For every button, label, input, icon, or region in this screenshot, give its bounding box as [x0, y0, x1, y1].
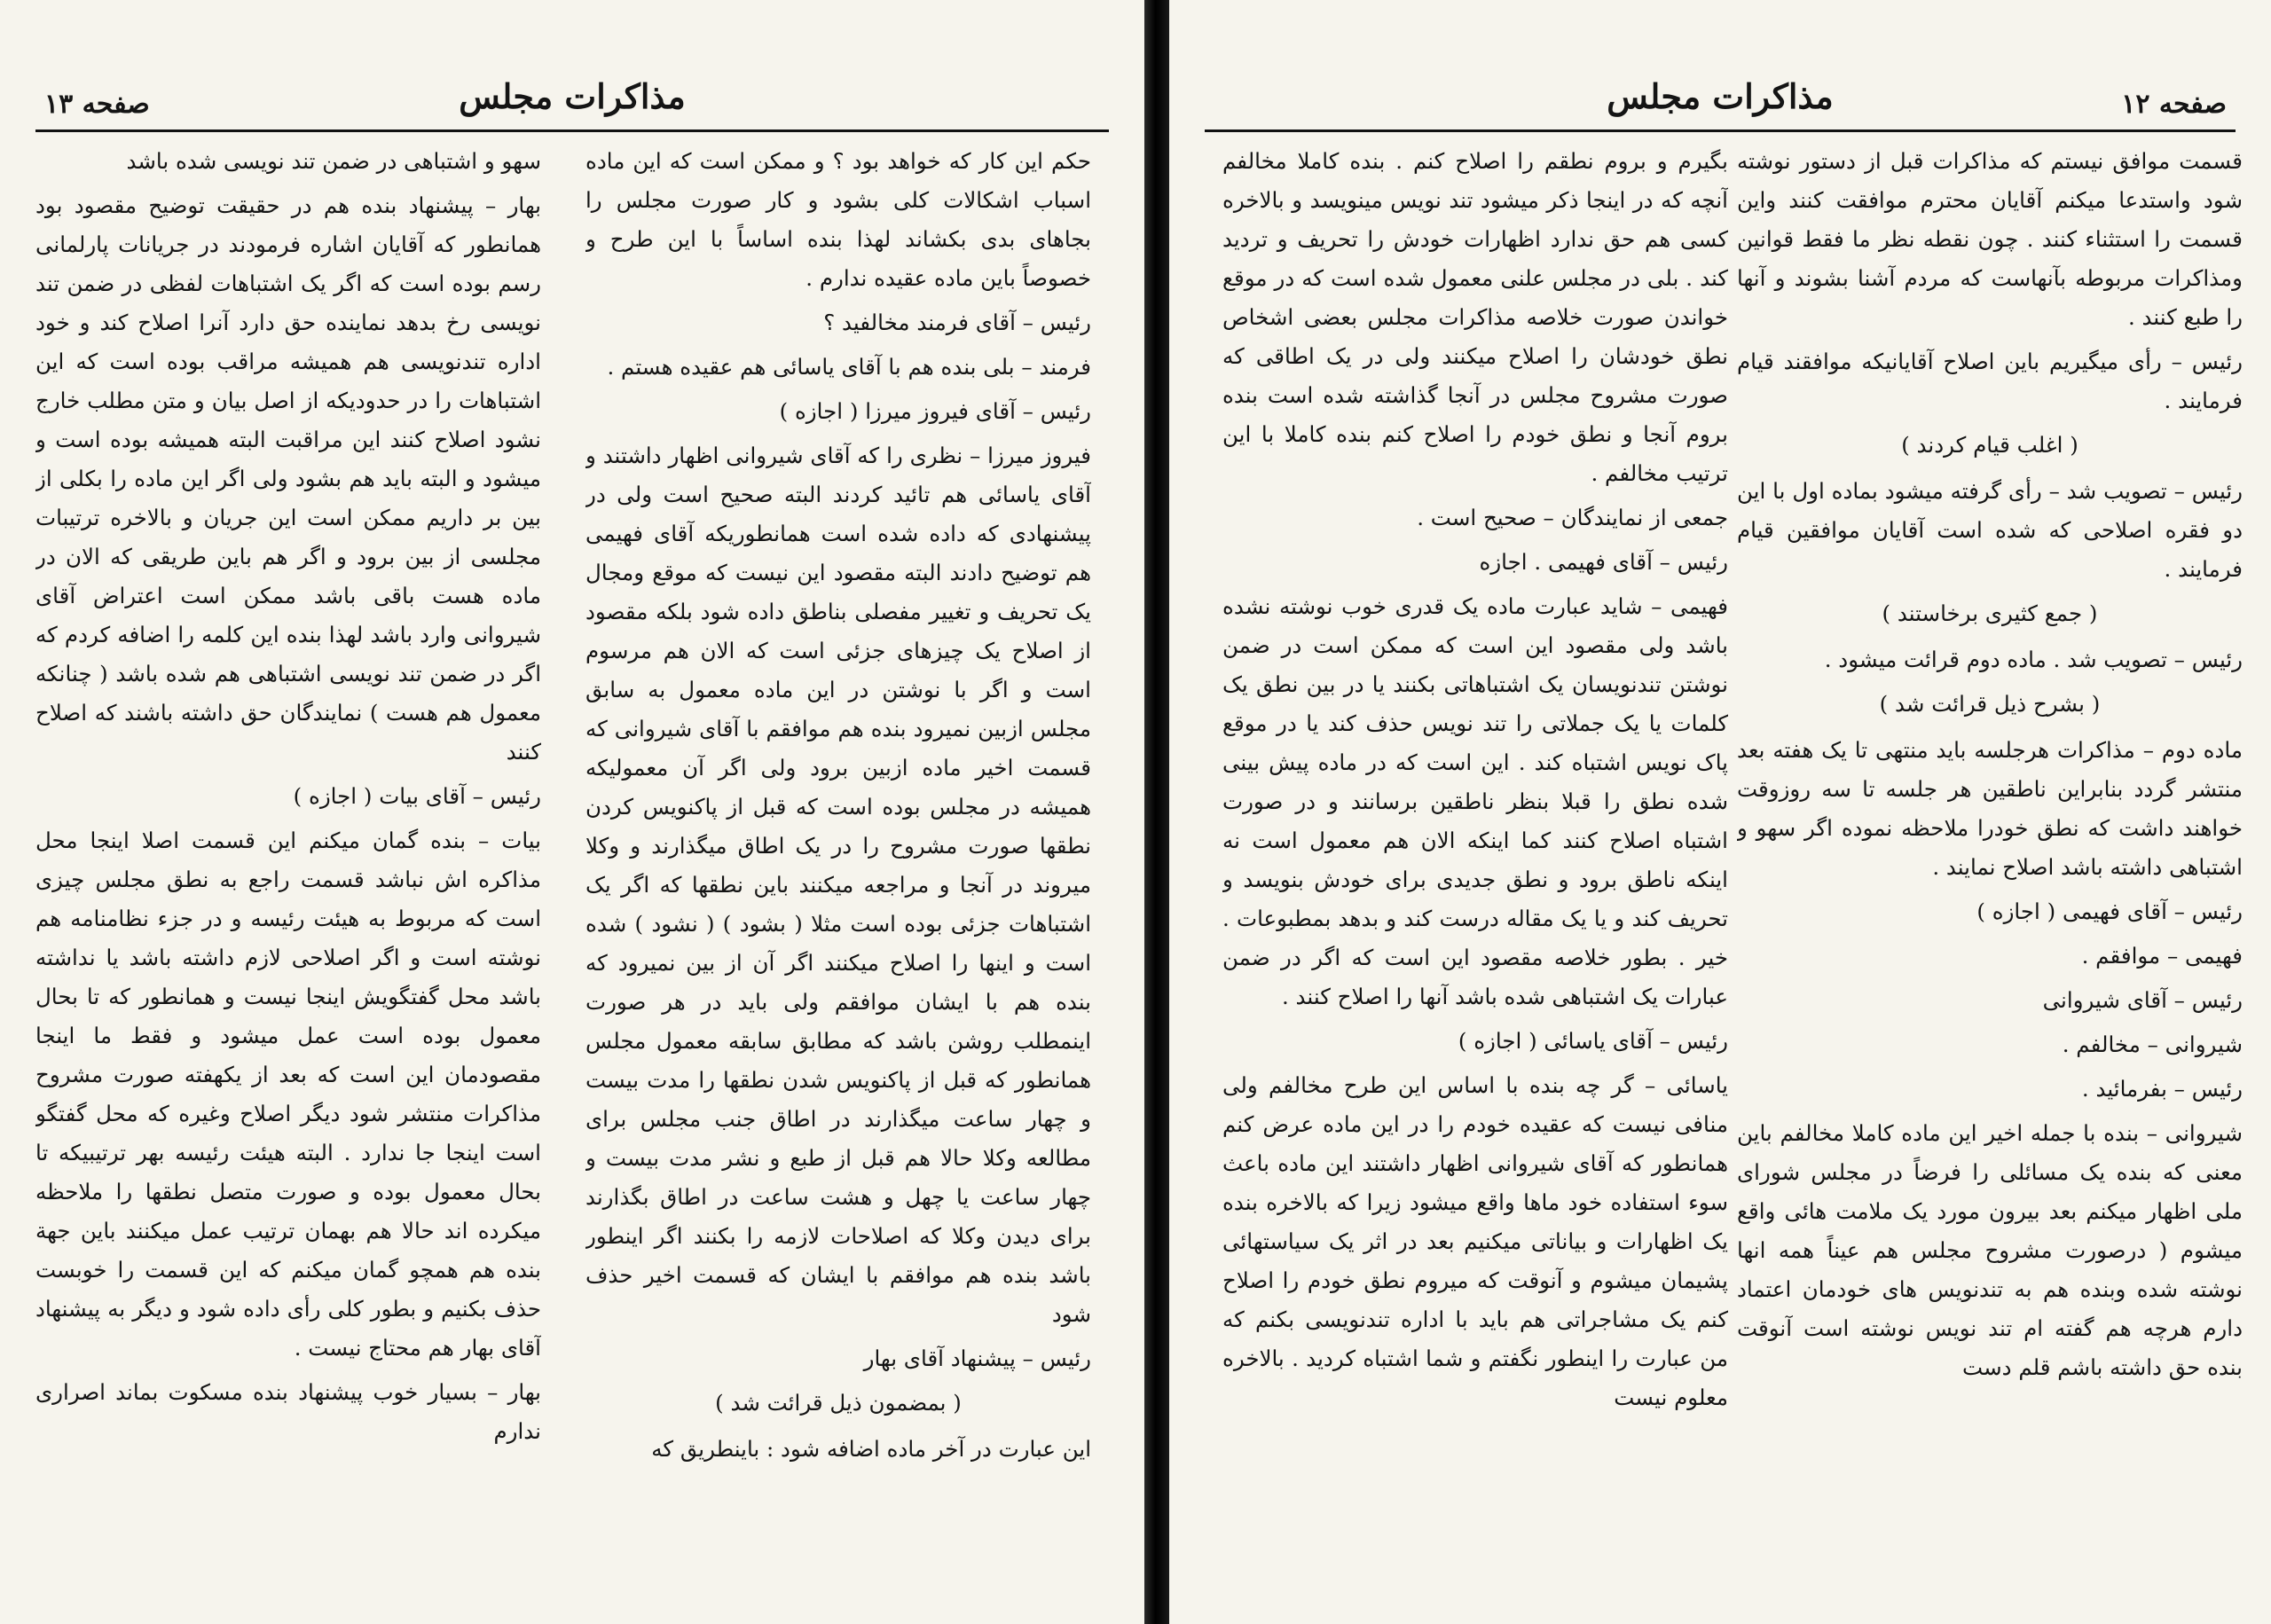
right-page-column-left: [1222, 142, 1728, 1589]
paragraph: رئیس – آقای فهیمی ( اجازه ): [1976, 898, 2243, 924]
paragraph: رئیس – تصویب شد – رأی گرفته میشود بماده اول با این دو فقره اصلاحی که شده است آقایان موافقین قیام فرمایند .: [1737, 478, 2243, 582]
paragraph: رئیس – رأی میگیریم باین اصلاح آقایانیکه موافقند قیام فرمایند .: [1737, 349, 2243, 413]
paragraph: قسمت موافق نیستم که مذاکرات قبل از دستور نوشته شود واستدعا میکنم آقایان محترم موافقت کنند واین قسمت را استثناء کنند . چون نقطه نظر ما فقط قوانین ومذاکرات مربوطه بآنهاست که مردم آشنا بشوند و آنها را طبع کنند .: [1737, 148, 2243, 330]
paragraph: بهار – پیشنهاد بنده هم در حقیقت توضیح مقصود بود همانطور که آقایان اشاره فرمودند در جریانات پارلمانی رسم بوده است که اگر یک اشتباهات لفظی در ضمن تند نویسی رخ بدهد نماینده حق دارد آنرا اصلاح کند و خود اداره تندنویسی هم همیشه مراقب بوده است که این اشتباهات را در حدودیکه از اصل بیان و متن مطلب خارج نشود اصلاح کنند این مراقبت البته همیشه بوده است و میشود و البته باید هم بشود ولی اگر این ماده را بکلی از بین بر داریم ممکن است این جریان و بالاخره ترتیبات مجلسی از بین برود و اگر هم باین طریقی که الان در ماده هست باقی باشد ممکن است اعتراض آقای شیروانی وارد باشد لهذا بنده این کلمه را اضافه کردم که اگر در ضمن تند نویسی اشتباهی هم شده باشد ( چنانکه معمول هم هست ) نمایندگان حق داشته باشند که اصلاح کنند: [35, 192, 541, 765]
stage-direction: ( بشرح ذیل قرائت شد ): [1879, 691, 2101, 717]
paragraph: رئیس – آقای فیروز میرزا ( اجازه ): [779, 398, 1091, 424]
paragraph: جمعی از نمایندگان – صحیح است .: [1417, 505, 1728, 530]
paragraph: رئیس – آقای یاسائی ( اجازه ): [1458, 1028, 1728, 1054]
paragraph: شیروانی – مخالفم .: [2062, 1032, 2243, 1057]
paragraph: بهار – بسیار خوب پیشنهاد بنده مسکوت بماند اصراری ندارم: [35, 1379, 541, 1444]
right-page: [1169, 0, 2271, 1624]
paragraph: بگیرم و بروم نطقم را اصلاح کنم . بنده کاملا مخالفم آنچه که در اینجا ذکر میشود تند نویس مینویسد و بالاخره کسی هم حق ندارد اظهارات خودش را تحریف و تردید کند . بلی در مجلس علنی معمول شده است که در موقع خواندن صورت خلاصه مذاکرات مجلس بعضی اشخاص نطق خودشان را اصلاح میکنند ولی در یک اطاقی که صورت مشروح مجلس در آنجا گذاشته شده است بنده بروم آنجا و نطق خودم را اصلاح کنم بنده کاملا با این ترتیب مخالفم .: [1222, 148, 1728, 486]
paragraph: فهیمی – شاید عبارت ماده یک قدری خوب نوشته نشده باشد ولی مقصود این است که ممکن است در ضمن نوشتن تندنویسان یک اشتباهاتی بکنند یا در بین نطق یک کلمات یا یک جملاتی را تند نویس حذف کند یا در موقع پاک نویس اشتباه کند . این است که در ماده پیش بینی شده نطق را قبلا بنظر ناطقین برسانند و در صورت اشتباه اصلاح کنند کما اینکه الان هم معمول است نه اینکه ناطق برود و نطق جدیدی برای خودش بنویسد و تحریف کند و یا یک مقاله درست کند و بدهد بمطبوعات . خیر . بطور خلاصه مقصود این است که اگر در ضمن عبارات یک اشتباهی شده باشد آنها را اصلاح کنند .: [1222, 593, 1728, 1009]
paragraph: فیروز میرزا – نظری را که آقای شیروانی اظهار داشتند و آقای یاسائی هم تائید کردند البته صحیح است ولی در پیشنهادی که داده شده است همانطوریکه آقای فهیمی هم توضیح دادند البته مقصود این نیست که موقع ومجال یک تحریف و تغییر مفصلی بناطق داده شود بلکه مقصود از اصلاح یک چیزهای جزئی است که الان هم مرسوم است و اگر با نوشتن در این ماده معمول به سابق مجلس ازبین نمیرود بنده هم موافقم با آقای شیروانی که قسمت اخیر ماده ازبین برود ولی اگر آن معمولیکه همیشه در مجلس بوده است که قبل از پاکنویس کردن نطقها صورت مشروح را در یک اطاق میگذارند و وکلا میروند در آنجا و مراجعه میکنند باین نطقها که اگر یک اشتباهات جزئی بوده است مثلا ( بشود ) ( نشود ) شده است و اینها را اصلاح میکنند اگر آن از بین نمیرود که بنده هم با ایشان موافقم ولی باید در هر صورت اینمطلب روشن باشد که مطابق سابقه معمول مجلس همانطور که قبل از پاکنویس شدن نطقها را مدت بیست و چهار ساعت میگذارند در اطاق جنب مجلس برای مطالعه وکلا حالا هم قبل از طبع و نشر مدت بیست و چهار ساعت یا چهل و هشت ساعت در اطاق بگذارند برای دیدن وکلا که اصلاحات لازمه را بکنند اگر اینطور باشد بنده هم موافقم با ایشان که قسمت اخیر حذف شود: [585, 443, 1091, 1327]
paragraph: رئیس – آقای شیروانی: [2042, 987, 2243, 1013]
paragraph: حکم این کار که خواهد بود ؟ و ممکن است که این ماده اسباب اشکالات کلی بشود و کار صورت مجلس را بجاهای بدی بکشاند لهذا بنده اساساً با این طرح و خصوصاً باین ماده عقیده ندارم .: [585, 148, 1091, 291]
page-number: صفحه ۱۲: [2121, 89, 2227, 120]
right-page-column-right: [1737, 142, 2243, 1589]
running-title: مذاکرات مجلس: [459, 76, 686, 116]
paragraph: فهیمی – موافقم .: [2081, 943, 2243, 969]
running-title: مذاکرات مجلس: [1607, 76, 1834, 116]
stage-direction: ( بمضمون ذیل قرائت شد ): [715, 1390, 962, 1416]
paragraph: شیروانی – بنده با جمله اخیر این ماده کاملا مخالفم باین معنی که بنده یک مسائلی را فرضاً در مجلس شورای ملی اظهار میکنم بعد بیرون مورد یک ملامت هائی واقع میشوم ( درصورت مشروح مجلس هم عیناً همه انها نوشته شده وبنده هم به تندنویس های خودمان اعتماد دارم هرچه هم گفته ام تند نویس نوشته است آنوقت بنده حق داشته باشم قلم دست: [1737, 1120, 2243, 1380]
paragraph: بیات – بنده گمان میکنم این قسمت اصلا اینجا محل مذاکره اش نباشد قسمت راجع به نطق مجلس چیزی است که مربوط به هیئت رئیسه و در جزء نظامنامه هم نوشته است و اگر اصلاحی لازم داشته باشد یا نداشته باشد محل گفتگویش اینجا نیست و همانطور که تا بحال معمول بوده است عمل میشود و فقط ما اینجا مقصودمان این است که بعد از یکهفته صورت مشروح مذاکرات منتشر شود دیگر اصلاح وغیره که محل گفتگو است اینجا جا ندارد . البته هیئت رئیسه بهر ترتیبیکه تا بحال معمول بوده و صورت متصل نطقها را ملاحظه میکرده اند حالا هم بهمان ترتیب عمل میکنند باین جهة بنده هم همچو گمان میکنم که این قسمت را خوبست حذف بکنیم و بطور کلی رأی داده شود و دیگر به پیشنهاد آقای بهار هم محتاج نیست .: [35, 828, 541, 1361]
left-page-column-left: [35, 142, 541, 1589]
stage-direction: ( اغلب قیام کردند ): [1901, 432, 2078, 458]
stage-direction: ( جمع کثیری برخاستند ): [1882, 600, 2098, 626]
paragraph: رئیس – پیشنهاد آقای بهار: [863, 1345, 1091, 1371]
paragraph: رئیس – بفرمائید .: [2081, 1076, 2243, 1102]
paragraph: رئیس – آقای بیات ( اجازه ): [293, 783, 541, 809]
paragraph: یاسائی – گر چه بنده با اساس این طرح مخالفم ولی منافی نیست که عقیده خودم را در این ماده عرض کنم همانطور که آقای شیروانی اظهار داشتند این ماده باعث سوء استفاده خود ماها واقع میشود زیرا که بالاخره بنده یک اظهارات و بیاناتی میکنیم بعد در اثر یک سیاستهائی پشیمان میشوم و آنوقت که میروم نطق خودم را اصلاح کنم یک مشاجراتی هم باید با اداره تندنویسی بکنم که من عبارت را اینطور نگفتم و شما اشتباه کردید . بالاخره معلوم نیست: [1222, 1072, 1728, 1410]
paragraph: فرمند – بلی بنده هم با آقای یاسائی هم عقیده هستم .: [607, 354, 1091, 380]
paragraph: ماده دوم – مذاکرات هرجلسه باید منتهی تا یک هفته بعد منتشر گردد بنابراین ناطقین هر جلسه تا سه روزوقت خواهند داشت که نطق خودرا ملاحظه نموده اگر سهو و اشتباهی داشته باشد اصلاح نمایند .: [1737, 737, 2243, 880]
book-gutter: [1144, 0, 1169, 1624]
paragraph: رئیس – آقای فهیمی . اجازه: [1479, 549, 1728, 575]
paragraph: این عبارت در آخر ماده اضافه شود : باینطریق که: [651, 1436, 1091, 1462]
left-page-header: [35, 76, 1109, 132]
left-page-column-right: [585, 142, 1091, 1589]
paragraph: رئیس – آقای فرمند مخالفید ؟: [823, 310, 1091, 335]
paragraph: سهو و اشتباهی در ضمن تند نویسی شده باشد: [126, 148, 541, 174]
page-number: صفحه ۱۳: [44, 89, 150, 120]
paragraph: رئیس – تصویب شد . ماده دوم قرائت میشود .: [1824, 647, 2243, 672]
right-page-header: [1205, 76, 2236, 132]
